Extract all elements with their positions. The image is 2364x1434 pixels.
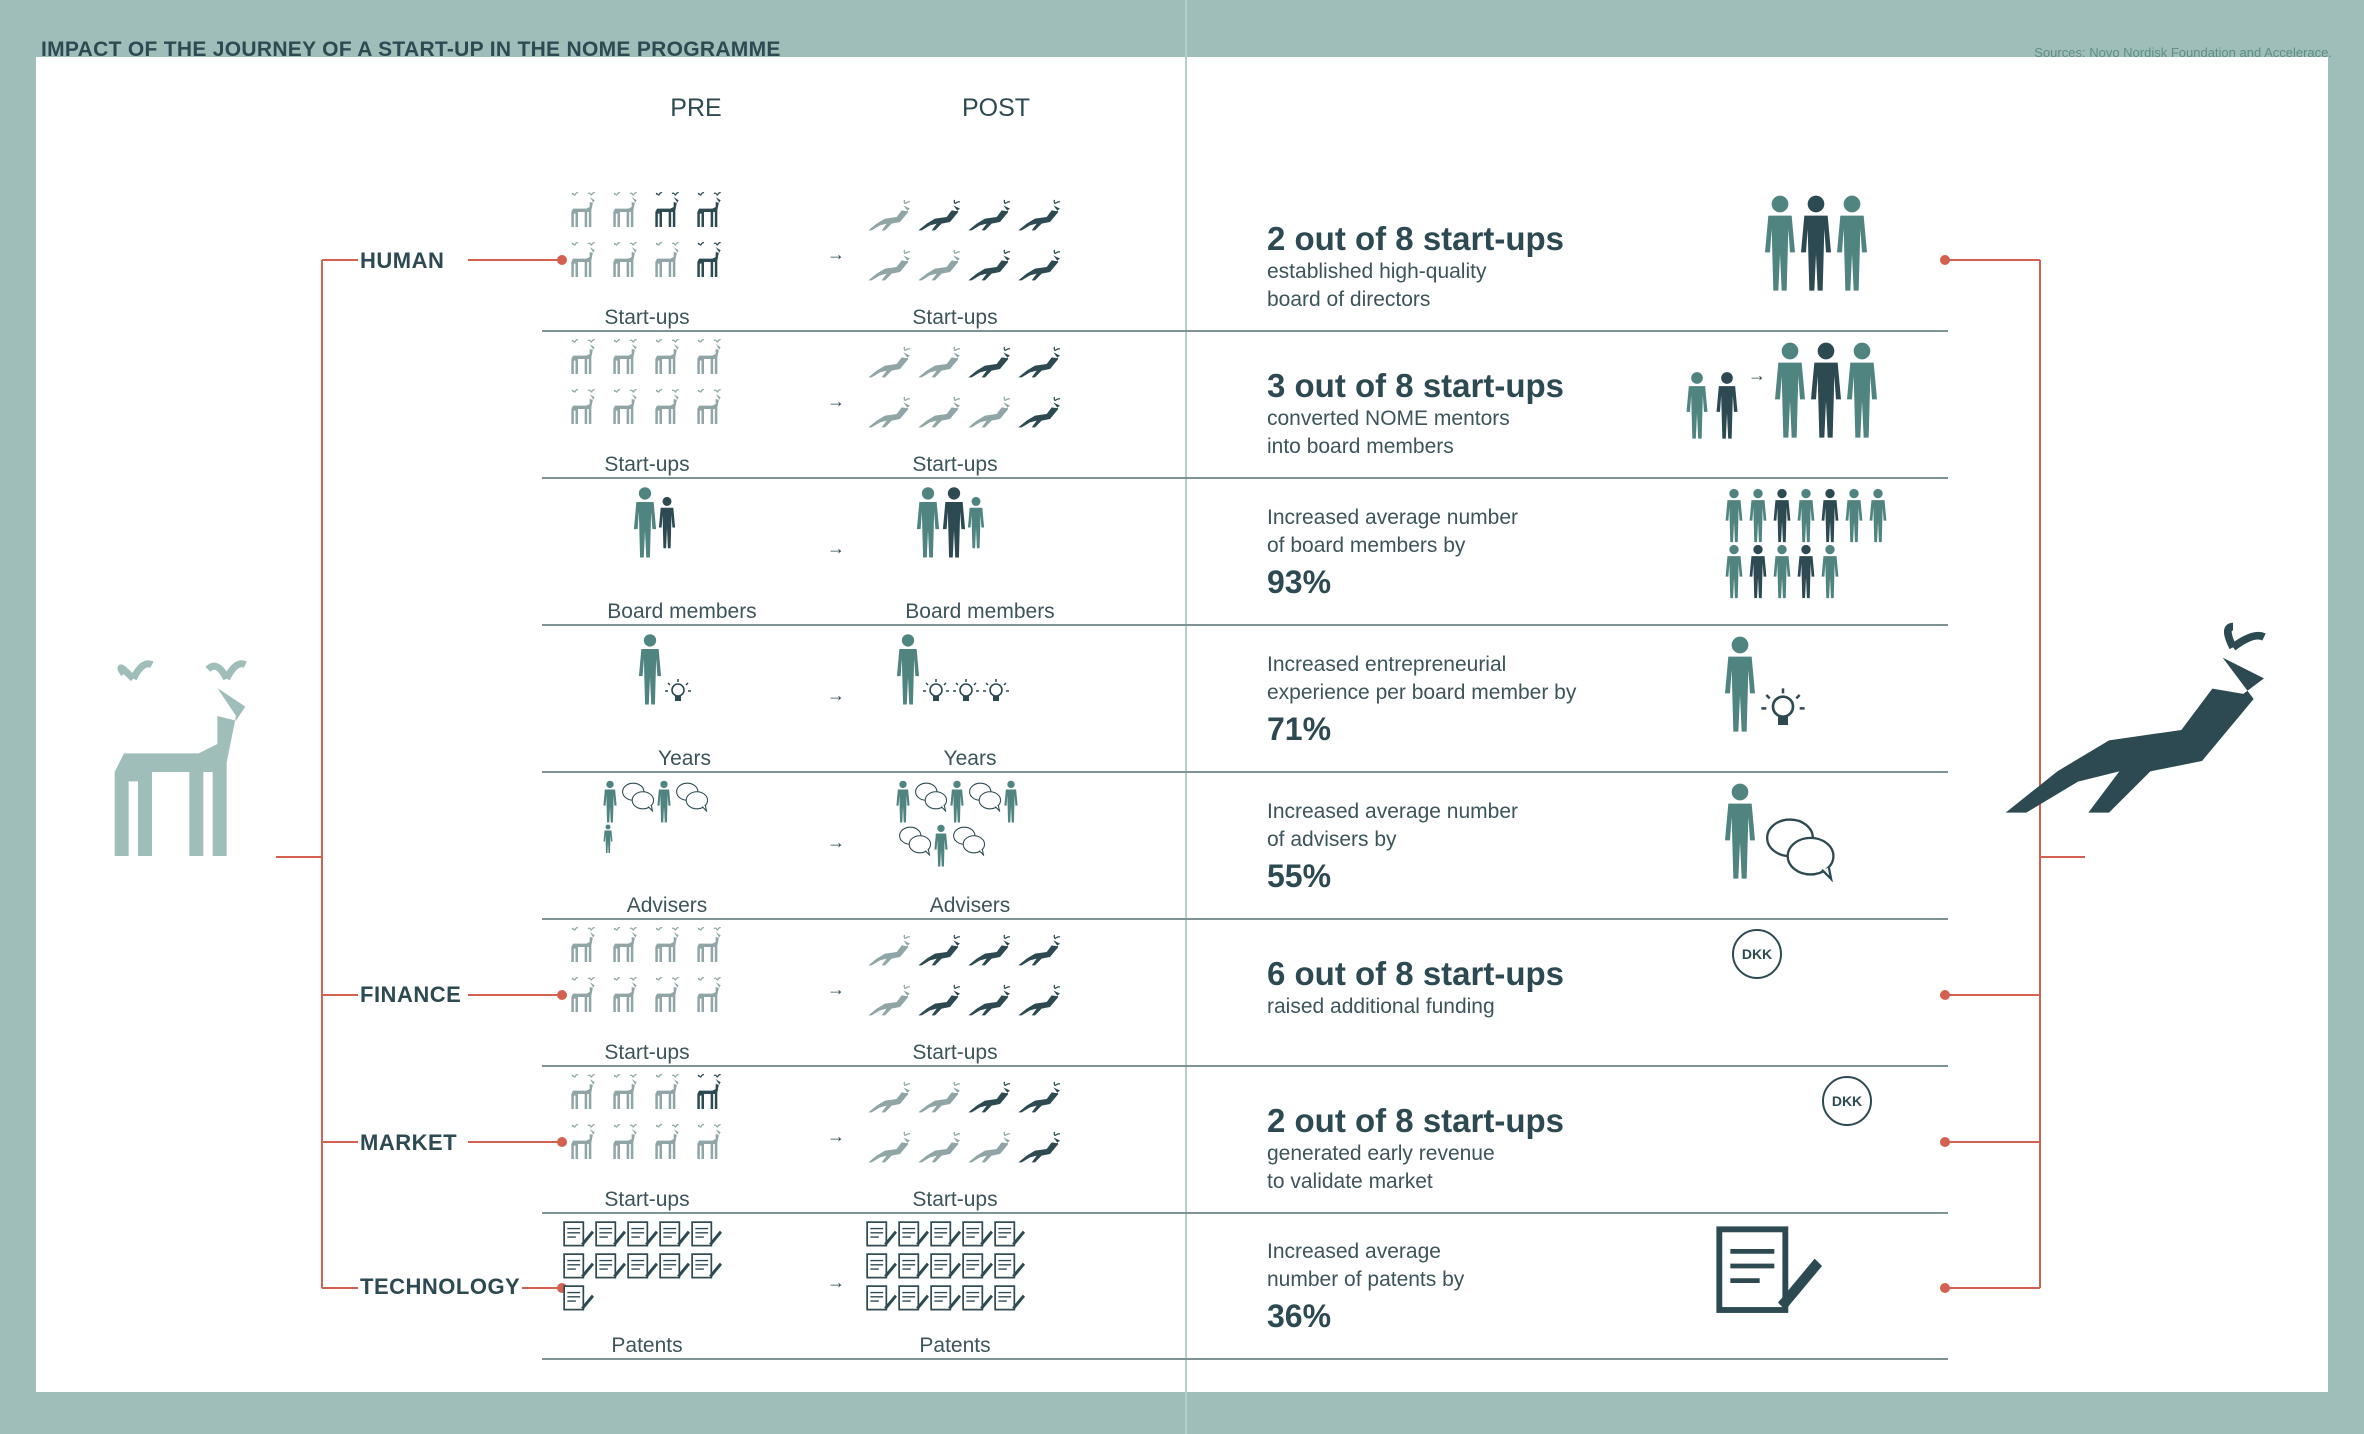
patent-icon bbox=[690, 1252, 722, 1284]
board-member-icon bbox=[915, 486, 941, 560]
adviser-grid-post bbox=[895, 780, 1045, 868]
person-icon bbox=[1762, 194, 1798, 294]
person-lightbulb-icon bbox=[1682, 635, 1992, 765]
person-icon bbox=[1844, 341, 1880, 441]
dkk-coin-icon: DKK bbox=[1822, 1076, 1872, 1126]
row-headline: 6 out of 8 start-ups bbox=[1267, 955, 1565, 992]
start-up-deer-icon bbox=[688, 927, 730, 977]
certificate-pen-icon bbox=[1712, 1222, 1822, 1332]
start-up-deer-icon bbox=[965, 339, 1015, 389]
start-up-deer-icon bbox=[604, 389, 646, 439]
arrow-icon: → bbox=[827, 391, 845, 411]
three-board-directors-icon bbox=[1682, 194, 2032, 324]
post-graphic bbox=[865, 339, 1065, 479]
speech-bubbles-icon bbox=[949, 824, 987, 856]
start-up-deer-icon bbox=[562, 1124, 604, 1174]
pre-label: Start-ups bbox=[604, 453, 690, 476]
person-icon bbox=[1746, 544, 1770, 600]
start-up-deer-icon bbox=[915, 927, 965, 977]
impact-row bbox=[542, 186, 1948, 332]
patent-icon bbox=[993, 1220, 1025, 1252]
post-label: Board members bbox=[905, 600, 1055, 623]
speech-bubbles-icon bbox=[1758, 812, 1838, 882]
row-description: Increased entrepreneurial experience per board member by bbox=[1267, 653, 1577, 704]
impact-row bbox=[542, 921, 1948, 1067]
start-up-deer-icon bbox=[604, 192, 646, 242]
start-up-deer-icon bbox=[915, 242, 965, 292]
start-up-deer-icon bbox=[1015, 192, 1065, 242]
start-up-deer-icon bbox=[1015, 1074, 1065, 1124]
row-description: generated early revenue to validate market bbox=[1267, 1142, 1495, 1193]
board-member-icon bbox=[967, 486, 985, 560]
arrow-icon: → bbox=[827, 244, 845, 264]
row-text bbox=[1267, 1214, 1687, 1384]
start-up-deer-icon bbox=[865, 927, 915, 977]
post-graphic bbox=[865, 633, 1095, 773]
start-up-deer-icon bbox=[915, 389, 965, 439]
patent-icon bbox=[961, 1284, 993, 1316]
arrow-icon: → bbox=[1748, 365, 1766, 385]
start-up-deer-icon bbox=[965, 242, 1015, 292]
person-speech-bubbles-icon bbox=[1682, 782, 1992, 912]
post-label: Start-ups bbox=[912, 1188, 998, 1211]
deer-grid-pre bbox=[562, 192, 732, 292]
mentors-to-board-icon bbox=[1682, 341, 1952, 471]
speech-bubbles-icon bbox=[911, 780, 949, 812]
category-technology: TECHNOLOGY bbox=[360, 1274, 521, 1299]
pre-label: Board members bbox=[607, 600, 757, 623]
sources-note: Sources: Novo Nordisk Foundation and Accelerace. bbox=[2034, 45, 2332, 60]
start-up-deer-icon bbox=[1015, 977, 1065, 1027]
start-up-deer-icon bbox=[1015, 339, 1065, 389]
arrow-icon: → bbox=[827, 1126, 845, 1146]
impact-row bbox=[542, 1214, 1948, 1360]
adviser-icon bbox=[895, 780, 911, 824]
start-up-deer-icon bbox=[604, 977, 646, 1027]
person-icon bbox=[1866, 488, 1890, 544]
start-up-deer-icon bbox=[865, 339, 915, 389]
patent-icon bbox=[594, 1220, 626, 1252]
person-icon bbox=[1808, 341, 1844, 441]
post-graphic bbox=[865, 192, 1065, 332]
row-headline: 2 out of 8 start-ups bbox=[1267, 1102, 1565, 1139]
pre-column-header: PRE bbox=[670, 94, 722, 122]
patent-icon bbox=[961, 1252, 993, 1284]
magnifier-chart-dkk-icon bbox=[1682, 1076, 1982, 1206]
patent-icon bbox=[961, 1220, 993, 1252]
patent-icon bbox=[626, 1252, 658, 1284]
person-icon bbox=[1772, 341, 1808, 441]
start-up-deer-icon bbox=[646, 242, 688, 292]
board-grid bbox=[1722, 488, 1892, 600]
patent-icon bbox=[865, 1252, 897, 1284]
start-up-deer-icon bbox=[965, 1074, 1015, 1124]
start-up-deer-icon bbox=[646, 339, 688, 389]
post-label: Advisers bbox=[929, 894, 1011, 917]
start-up-deer-icon bbox=[915, 192, 965, 242]
pre-graphic bbox=[562, 633, 807, 773]
row-description: raised additional funding bbox=[1267, 995, 1495, 1018]
start-up-deer-icon bbox=[915, 1074, 965, 1124]
patent-grid-post bbox=[865, 1220, 1035, 1316]
patent-icon bbox=[690, 1220, 722, 1252]
patent-icon bbox=[897, 1284, 929, 1316]
impact-row bbox=[542, 333, 1948, 479]
start-up-deer-icon bbox=[562, 1074, 604, 1124]
board-member-icon bbox=[632, 486, 658, 560]
start-up-deer-icon bbox=[646, 389, 688, 439]
page-title: IMPACT OF THE JOURNEY OF A START-UP IN THE NOME PROGRAMME bbox=[41, 38, 781, 61]
pre-graphic bbox=[562, 780, 772, 920]
start-up-deer-icon bbox=[965, 389, 1015, 439]
category-market: MARKET bbox=[360, 1130, 458, 1155]
start-up-deer-icon bbox=[915, 977, 965, 1027]
adviser-icon bbox=[933, 824, 949, 868]
arrow-icon: → bbox=[827, 538, 845, 558]
row-description: Increased average number of board members by bbox=[1267, 506, 1518, 557]
lightbulb-icon bbox=[663, 677, 693, 707]
start-up-deer-icon bbox=[865, 1124, 915, 1174]
patent-icon bbox=[594, 1252, 626, 1284]
dkk-coin-icon: DKK bbox=[1732, 929, 1782, 979]
row-percentage: 71% bbox=[1267, 711, 1332, 747]
post-label: Start-ups bbox=[912, 306, 998, 329]
start-up-deer-icon bbox=[688, 977, 730, 1027]
start-up-deer-icon bbox=[562, 242, 604, 292]
start-up-deer-icon bbox=[1015, 1124, 1065, 1174]
arrow-icon: → bbox=[827, 1272, 845, 1292]
speech-bubbles-icon bbox=[672, 780, 710, 812]
post-graphic bbox=[865, 927, 1065, 1067]
start-up-deer-icon bbox=[646, 927, 688, 977]
post-label: Years bbox=[943, 747, 997, 770]
adviser-grid-pre bbox=[602, 780, 712, 854]
deer-grid-pre bbox=[562, 339, 732, 439]
pre-label: Years bbox=[658, 747, 711, 770]
person-icon bbox=[1818, 488, 1842, 544]
start-up-deer-icon bbox=[965, 977, 1015, 1027]
deer-grid-post bbox=[865, 192, 1065, 292]
start-up-deer-icon bbox=[865, 389, 915, 439]
person-icon bbox=[637, 633, 663, 707]
impact-row bbox=[542, 480, 1948, 626]
pre-label: Start-ups bbox=[604, 1188, 690, 1211]
start-up-deer-icon bbox=[646, 1074, 688, 1124]
category-finance: FINANCE bbox=[360, 982, 462, 1007]
deer-grid-post bbox=[865, 339, 1065, 439]
row-description: Increased average number of advisers by bbox=[1267, 800, 1518, 851]
speech-bubbles-icon bbox=[965, 780, 1003, 812]
patent-icon bbox=[865, 1284, 897, 1316]
start-up-deer-icon bbox=[688, 389, 730, 439]
start-up-deer-icon bbox=[1015, 927, 1065, 977]
post-column-header: POST bbox=[961, 94, 1031, 122]
row-description: established high-quality board of directors bbox=[1267, 260, 1487, 311]
start-up-deer-icon bbox=[688, 1124, 730, 1174]
deer-grid-pre bbox=[562, 1074, 732, 1174]
start-up-deer-icon bbox=[965, 1124, 1015, 1174]
start-up-deer-icon bbox=[646, 977, 688, 1027]
deer-grid-post bbox=[865, 927, 1065, 1027]
start-up-deer-icon bbox=[965, 927, 1015, 977]
start-up-deer-icon bbox=[562, 927, 604, 977]
pre-graphic bbox=[562, 1220, 732, 1360]
post-label: Start-ups bbox=[912, 453, 998, 476]
board-member-icon bbox=[941, 486, 967, 560]
start-up-deer-icon bbox=[604, 339, 646, 389]
arrow-icon: → bbox=[827, 832, 845, 852]
row-text bbox=[1267, 480, 1687, 650]
pre-graphic bbox=[562, 1074, 732, 1214]
person-icon bbox=[1798, 194, 1834, 294]
adviser-icon bbox=[949, 780, 965, 824]
patent-icon bbox=[658, 1252, 690, 1284]
pre-graphic bbox=[562, 192, 732, 332]
hand-coins-dkk-icon bbox=[1682, 929, 1982, 1059]
adviser-icon bbox=[602, 780, 618, 824]
post-label: Patents bbox=[919, 1334, 991, 1357]
patent-grid-pre bbox=[562, 1220, 727, 1316]
leaping-deer-illustration bbox=[2006, 627, 2264, 813]
patent-icon bbox=[897, 1220, 929, 1252]
post-graphic bbox=[865, 1220, 1065, 1360]
row-percentage: 55% bbox=[1267, 858, 1332, 894]
patent-icon bbox=[993, 1252, 1025, 1284]
start-up-deer-icon bbox=[688, 242, 730, 292]
person-icon bbox=[1722, 488, 1746, 544]
patent-icon bbox=[929, 1252, 961, 1284]
post-graphic bbox=[865, 780, 1095, 920]
person-icon bbox=[1794, 544, 1818, 600]
row-divider bbox=[542, 330, 1948, 332]
pre-graphic bbox=[562, 927, 732, 1067]
deer-grid-post bbox=[865, 1074, 1065, 1174]
board-members-grid-icon bbox=[1682, 488, 1992, 618]
post-label: Start-ups bbox=[912, 1041, 998, 1064]
row-divider bbox=[542, 1065, 1948, 1067]
start-up-deer-icon bbox=[646, 1124, 688, 1174]
start-up-deer-icon bbox=[646, 192, 688, 242]
start-up-deer-icon bbox=[1015, 389, 1065, 439]
person-icon bbox=[1722, 544, 1746, 600]
start-up-deer-icon bbox=[688, 1074, 730, 1124]
speech-bubbles-icon bbox=[618, 780, 656, 812]
person-icon bbox=[1842, 488, 1866, 544]
impact-row bbox=[542, 774, 1948, 920]
start-up-deer-icon bbox=[562, 389, 604, 439]
lightbulb-icon bbox=[981, 677, 1011, 707]
deer-grid-pre bbox=[562, 927, 732, 1027]
standing-deer-illustration bbox=[115, 664, 246, 856]
row-divider bbox=[542, 477, 1948, 479]
person-icon bbox=[1794, 488, 1818, 544]
board-member-icon bbox=[658, 486, 676, 560]
post-graphic bbox=[865, 1074, 1065, 1214]
pre-label: Start-ups bbox=[604, 306, 690, 329]
row-headline: 3 out of 8 start-ups bbox=[1267, 367, 1565, 404]
person-icon bbox=[1834, 194, 1870, 294]
adviser-icon bbox=[1003, 780, 1019, 824]
row-text bbox=[1267, 627, 1687, 797]
pre-graphic bbox=[562, 339, 732, 479]
start-up-deer-icon bbox=[688, 339, 730, 389]
start-up-deer-icon bbox=[965, 192, 1015, 242]
patent-icon bbox=[658, 1220, 690, 1252]
row-text bbox=[1267, 774, 1687, 944]
lightbulb-icon bbox=[921, 677, 951, 707]
row-description: Increased average number of patents by bbox=[1267, 1240, 1465, 1291]
category-human: HUMAN bbox=[360, 248, 445, 273]
patent-icon bbox=[897, 1252, 929, 1284]
patent-icon bbox=[929, 1284, 961, 1316]
start-up-deer-icon bbox=[604, 1074, 646, 1124]
patent-icon bbox=[562, 1252, 594, 1284]
pre-label: Start-ups bbox=[604, 1041, 690, 1064]
person-icon bbox=[1746, 488, 1770, 544]
post-graphic bbox=[865, 486, 1115, 626]
pre-graphic bbox=[562, 486, 802, 626]
row-headline: 2 out of 8 start-ups bbox=[1267, 220, 1565, 257]
arrow-icon: → bbox=[827, 979, 845, 999]
row-divider bbox=[542, 1358, 1948, 1360]
arrow-icon: → bbox=[827, 685, 845, 705]
start-up-deer-icon bbox=[865, 977, 915, 1027]
patent-icon bbox=[929, 1220, 961, 1252]
lightbulb-icon bbox=[951, 677, 981, 707]
patent-icon bbox=[993, 1284, 1025, 1316]
row-percentage: 93% bbox=[1267, 564, 1332, 600]
start-up-deer-icon bbox=[1015, 242, 1065, 292]
person-icon bbox=[1818, 544, 1842, 600]
adviser-icon bbox=[602, 824, 614, 854]
start-up-deer-icon bbox=[604, 1124, 646, 1174]
pre-label: Patents bbox=[611, 1334, 683, 1357]
start-up-deer-icon bbox=[915, 1124, 965, 1174]
pre-label: Advisers bbox=[626, 894, 708, 917]
start-up-deer-icon bbox=[562, 339, 604, 389]
person-icon bbox=[1770, 544, 1794, 600]
start-up-deer-icon bbox=[915, 339, 965, 389]
patent-icon bbox=[562, 1284, 594, 1316]
start-up-deer-icon bbox=[688, 192, 730, 242]
impact-row bbox=[542, 627, 1948, 773]
start-up-deer-icon bbox=[562, 192, 604, 242]
mentor-group-icon bbox=[1712, 371, 1742, 441]
start-up-deer-icon bbox=[604, 927, 646, 977]
mentor-group-icon bbox=[1682, 371, 1712, 441]
person-icon bbox=[1770, 488, 1794, 544]
speech-bubbles-icon bbox=[895, 824, 933, 856]
start-up-deer-icon bbox=[865, 1074, 915, 1124]
start-up-deer-icon bbox=[604, 242, 646, 292]
certificate-pen-icon bbox=[1682, 1222, 1982, 1352]
impact-row bbox=[542, 1068, 1948, 1214]
person-icon bbox=[1722, 635, 1758, 735]
adviser-icon bbox=[656, 780, 672, 824]
start-up-deer-icon bbox=[562, 977, 604, 1027]
start-up-deer-icon bbox=[865, 242, 915, 292]
patent-icon bbox=[562, 1220, 594, 1252]
row-percentage: 36% bbox=[1267, 1298, 1332, 1334]
lightbulb-icon bbox=[1758, 685, 1808, 735]
row-description: converted NOME mentors into board members bbox=[1267, 407, 1510, 458]
person-icon bbox=[895, 633, 921, 707]
start-up-deer-icon bbox=[865, 192, 915, 242]
patent-icon bbox=[865, 1220, 897, 1252]
person-icon bbox=[1722, 782, 1758, 882]
patent-icon bbox=[626, 1220, 658, 1252]
